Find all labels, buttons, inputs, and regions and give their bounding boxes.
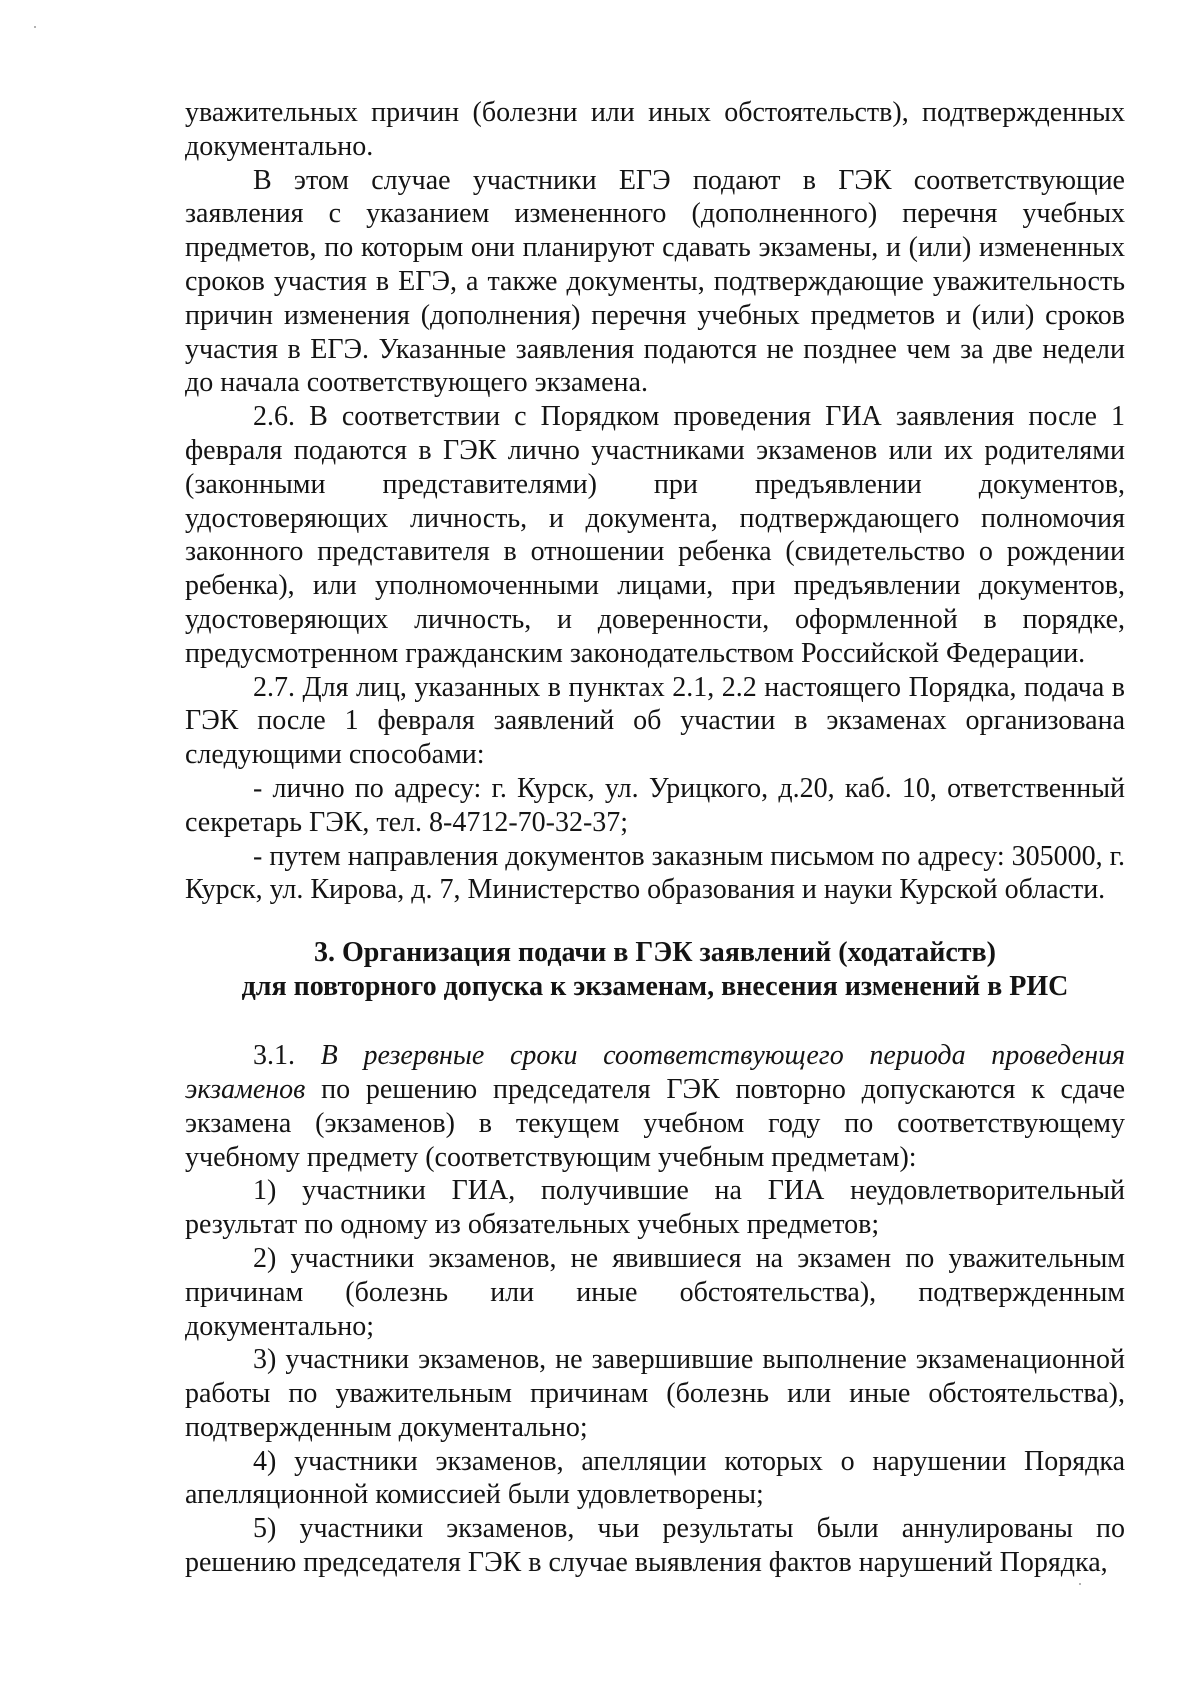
- paragraph-3-1-number: 3.1.: [253, 1040, 321, 1072]
- paragraph-continuation: уважительных причин (болезни или иных обстоятельств), подтвержденных документально.: [185, 97, 1125, 162]
- paragraph-submit-in-person: - лично по адресу: г. Курск, ул. Урицкого, д.20, каб. 10, ответственный секретарь ГЭК, тел. 8-4712-70-32-37;: [185, 772, 1125, 838]
- scan-speck: [34, 26, 36, 28]
- list-item-4: 4) участники экзаменов, апелляции которых о нарушении Порядка апелляционной комиссией были удовлетворены;: [185, 1445, 1125, 1511]
- list-item-1: 1) участники ГИА, получившие на ГИА неудовлетворительный результат по одному из обязательных учебных предметов;: [185, 1175, 1125, 1241]
- list-item-2: 2) участники экзаменов, не явившиеся на экзамен по уважительным причинам (болезнь или иные обстоятельства), подтвержденным документально;: [185, 1242, 1125, 1342]
- paragraph-2-7: 2.7. Для лиц, указанных в пунктах 2.1, 2.2 настоящего Порядка, подача в ГЭК после 1 февраля заявлений об участии в экзаменах организована следующими способами:: [185, 671, 1125, 771]
- scan-speck: [1079, 1583, 1081, 1585]
- paragraph-ege-applications: В этом случае участники ЕГЭ подают в ГЭК соответствующие заявления с указанием измененного (дополненного) перечня учебных предметов, по которым они планируют сдавать экзамены, и (или) измененных сроков участия в ЕГЭ, а также документы, подтверждающие уважительность причин изменения (дополнения) перечня учебных предметов и (или) сроков участия в ЕГЭ. Указанные заявления подаются не позднее чем за две недели до начала соответствующего экзамена.: [185, 164, 1125, 399]
- section-3-heading-line-2: для повторного допуска к экзаменам, внесения изменений в РИС: [241, 971, 1069, 1003]
- spacer: [185, 1004, 1125, 1039]
- list-item-5: 5) участники экзаменов, чьи результаты были аннулированы по решению председателя ГЭК в случае выявления фактов нарушений Порядка,: [185, 1513, 1125, 1579]
- paragraph-3-1-italic-phrase: В резервные сроки соответствующего периода проведения экзаменов: [185, 1040, 1125, 1105]
- document-body: [185, 96, 1125, 1580]
- paragraph-submit-by-mail: - путем направления документов заказным письмом по адресу: 305000, г. Курск, ул. Кирова, д. 7, Министерство образования и науки Курской области.: [185, 840, 1125, 906]
- paragraph-3-1: [185, 1039, 1125, 1174]
- paragraph-3-1-text: по решению председателя ГЭК повторно допускаются к сдаче экзамена (экзаменов) в текущем учебном году по соответствующему учебному предмету (соответствующим учебным предметам):: [185, 1073, 1125, 1173]
- section-3-heading-line-1: 3. Организация подачи в ГЭК заявлений (ходатайств): [314, 937, 996, 969]
- paragraph-2-6: 2.6. В соответствии с Порядком проведения ГИА заявления после 1 февраля подаются в ГЭК лично участниками экзаменов или их родителями (законными представителями) при предъявлении документов, удостоверяющих личность, и документа, подтверждающего полномочия законного представителя в отношении ребенка (свидетельство о рождении ребенка), или уполномоченными лицами, при предъявлении документов, удостоверяющих личность, и доверенности, оформленной в порядке, предусмотренном гражданским законодательством Российской Федерации.: [185, 401, 1125, 669]
- spacer: [185, 907, 1125, 936]
- list-item-3: 3) участники экзаменов, не завершившие выполнение экзаменационной работы по уважительным причинам (болезнь или иные обстоятельства), подтвержденным документально;: [185, 1344, 1125, 1443]
